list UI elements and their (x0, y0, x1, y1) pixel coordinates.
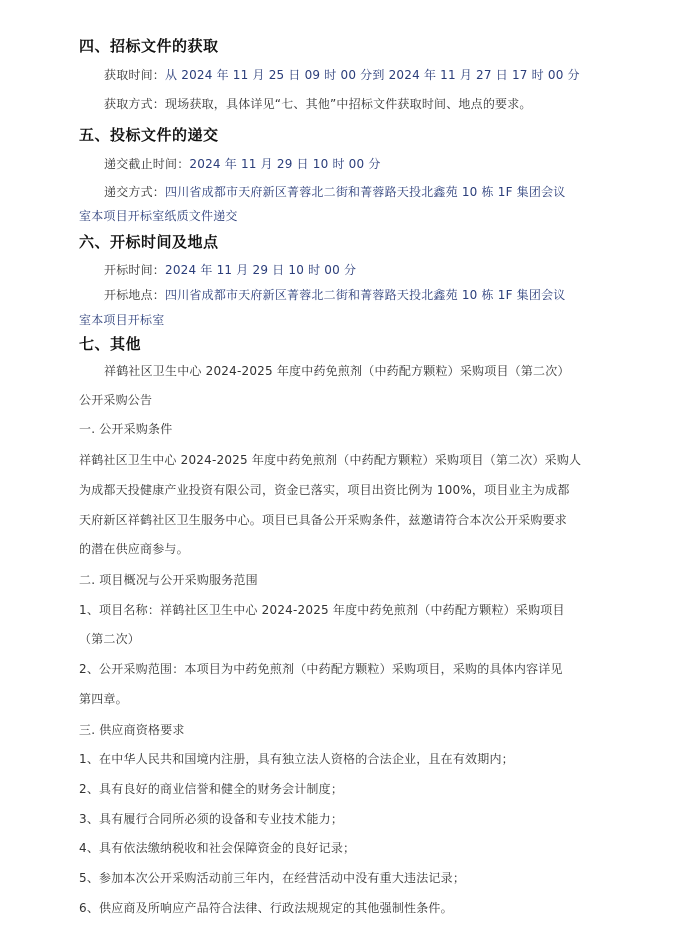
part3-item: 3、具有履行合同所必须的设备和专业技术能力； (79, 812, 344, 826)
opening-place-value: 四川省成都市天府新区菁蓉北二街和菁蓉路天投北鑫苑 10 栋 1F 集团会议 (165, 288, 566, 302)
section-heading-7: 七、其他 (79, 335, 142, 353)
section-heading-4: 四、招标文件的获取 (79, 37, 219, 55)
part3-item: 1、在中华人民共和国境内注册，具有独立法人资格的合法企业，且在有效期内； (79, 752, 514, 766)
part2-heading: 二. 项目概况与公开采购服务范围 (79, 573, 258, 587)
opening-place-line1 (104, 286, 565, 303)
opening-place-label: 开标地点： (104, 288, 166, 302)
notice-title-line1: 祥鹤社区卫生中心 2024-2025 年度中药免煎剂（中药配方颗粒）采购项目（第二次） (104, 364, 570, 378)
submit-deadline (104, 155, 381, 172)
part1-line: 天府新区祥鹤社区卫生服务中心。项目已具备公开采购条件，兹邀请符合本次公开采购要求 (79, 513, 568, 527)
part2-item2-line2: 第四章。 (79, 692, 128, 706)
opening-time-value: 2024 年 11 月 29 日 10 时 00 分 (165, 263, 357, 277)
section-heading-5: 五、投标文件的递交 (79, 126, 219, 144)
opening-time (104, 261, 356, 278)
notice-title-line2: 公开采购公告 (79, 393, 153, 407)
part2-item2-line1: 2、公开采购范围：本项目为中药免煎剂（中药配方颗粒）采购项目，采购的具体内容详见 (79, 662, 563, 676)
part3-item: 2、具有良好的商业信誉和健全的财务会计制度； (79, 782, 344, 796)
opening-time-label: 开标时间： (104, 263, 166, 277)
obtain-time-value: 从 2024 年 11 月 25 日 09 时 00 分到 2024 年 11 月 27 日 17 时 00 分 (165, 68, 580, 82)
submit-method-line1 (104, 183, 565, 200)
part1-line: 祥鹤社区卫生中心 2024-2025 年度中药免煎剂（中药配方颗粒）采购项目（第二次）采购人 (79, 453, 582, 467)
section-heading-6: 六、开标时间及地点 (79, 233, 219, 251)
part1-line: 的潜在供应商参与。 (79, 542, 189, 556)
part2-item1-line1: 1、项目名称：祥鹤社区卫生中心 2024-2025 年度中药免煎剂（中药配方颗粒）采购项目 (79, 603, 565, 617)
submit-method-line2: 室本项目开标室纸质文件递交 (79, 209, 238, 223)
part3-item: 6、供应商及所响应产品符合法律、行政法规规定的其他强制性条件。 (79, 901, 453, 915)
part3-item: 5、参加本次公开采购活动前三年内，在经营活动中没有重大违法记录； (79, 871, 466, 885)
part3-heading: 三. 供应商资格要求 (79, 723, 185, 737)
part1-heading: 一. 公开采购条件 (79, 422, 173, 436)
part3-item: 4、具有依法缴纳税收和社会保障资金的良好记录； (79, 841, 356, 855)
part2-item1-line2: （第二次） (79, 632, 141, 646)
submit-method-value: 四川省成都市天府新区菁蓉北二街和菁蓉路天投北鑫苑 10 栋 1F 集团会议 (165, 185, 566, 199)
submit-method-label: 递交方式： (104, 185, 166, 199)
submit-deadline-label: 递交截止时间： (104, 157, 190, 171)
obtain-method: 获取方式：现场获取，具体详见“七、其他”中招标文件获取时间、地点的要求。 (104, 97, 532, 111)
obtain-time (104, 66, 580, 83)
opening-place-line2: 室本项目开标室 (79, 313, 165, 327)
submit-deadline-value: 2024 年 11 月 29 日 10 时 00 分 (189, 157, 381, 171)
part1-line: 为成都天投健康产业投资有限公司，资金已落实，项目出资比例为 100%，项目业主为成都 (79, 483, 570, 497)
obtain-time-label: 获取时间： (104, 68, 166, 82)
